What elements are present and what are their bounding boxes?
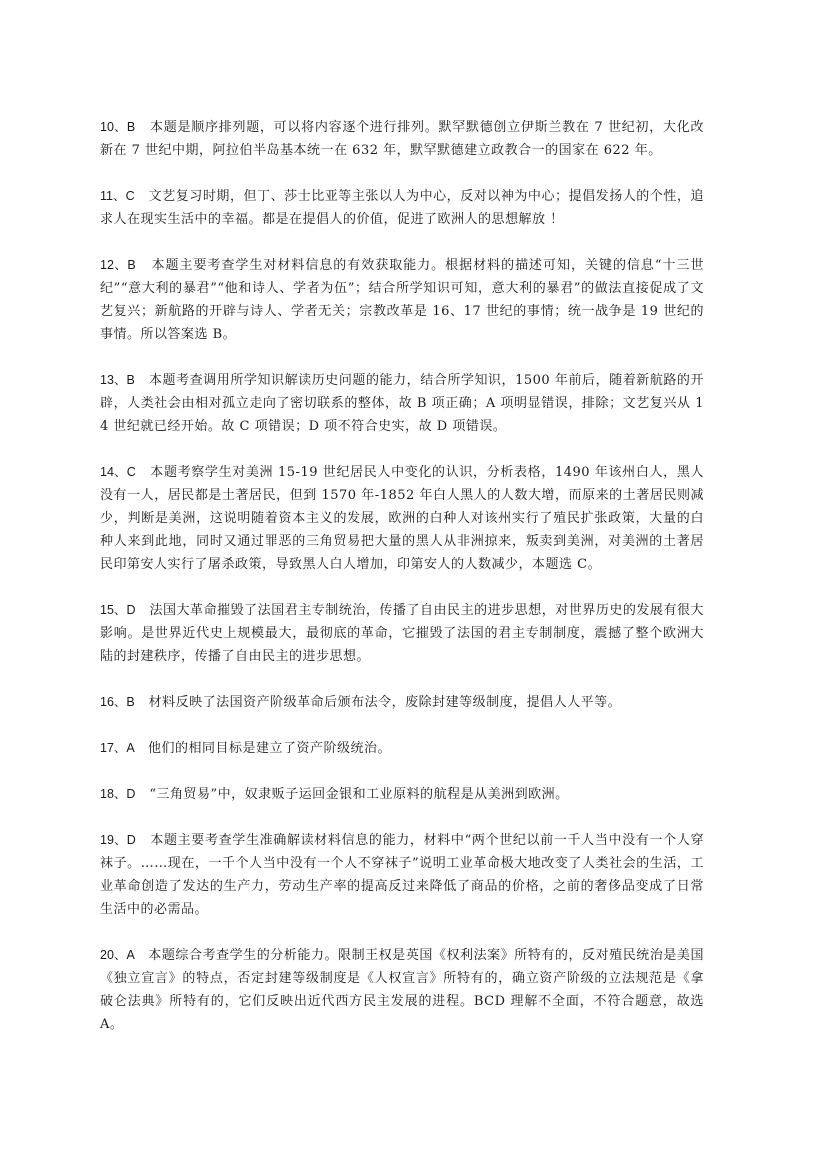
answer-list [100, 116, 704, 1059]
answer-15 [100, 599, 704, 668]
answer-14 [100, 461, 704, 576]
answer-text: 文艺复习时期，但丁、莎士比亚等主张以人为中心，反对以神为中心；提倡发扬人的个性，追求人在现实生活中的幸福。都是在提倡人的价值，促进了欧洲人的思想解放 ！ [100, 189, 704, 227]
answer-number: 11、C [100, 189, 149, 203]
answer-20 [100, 944, 704, 1036]
answer-text: 本题主要考查学生对材料信息的有效获取能力。根据材料的描述可知，关键的信息“十三世纪”“意大利的暴君”“他和诗人、学者为伍”；结合所学知识可知，意大利的暴君”的做法直接促成了文艺复兴；新航路的开辟与诗人、学者无关；宗教改革是 16、17 世纪的事情；统一战争是 19 世纪的事情。所以答案选 B。 [100, 258, 704, 342]
answer-18 [100, 783, 704, 806]
answer-13 [100, 369, 704, 438]
answer-number: 15、D [100, 603, 150, 617]
answer-number: 12、B [100, 258, 152, 272]
answer-16 [100, 691, 704, 714]
answer-number: 13、B [100, 373, 149, 387]
answer-12 [100, 254, 704, 346]
answer-text: 本题考察学生对美洲 15-19 世纪居民人中变化的认识，分析表格，1490 年该州白人，黑人没有一人，居民都是土著居民，但到 1570 年-1852 年白人黑人的人数大增，而原来的土著居民则减少，判断是美洲，这说明随着资本主义的发展，欧洲的白种人对该州实行了殖民扩张政策，大量的白种人来到此地，同时又通过罪恶的三角贸易把大量的黑人从非洲掠来，叛卖到美洲，对美洲的土著居民印第安人实行了屠杀政策，导致黑人白人增加，印第安人的人数减少，本题选 C。 [100, 465, 704, 572]
answer-number: 16、B [100, 695, 149, 709]
answer-text: 本题考查调用所学知识解读历史问题的能力，结合所学知识，1500 年前后，随着新航路的开辟，人类社会由相对孤立走向了密切联系的整体，故 B 项正确；A 项明显错误，排除；文艺复兴从 14 世纪就已经开始。故 C 项错误；D 项不符合史实，故 D 项错误。 [100, 373, 704, 434]
answer-text: 本题是顺序排列题，可以将内容逐个进行排列。默罕默德创立伊斯兰教在 7 世纪初，大化改新在 7 世纪中期，阿拉伯半岛基本统一在 632 年，默罕默德建立政教合一的国家在 622 年。 [100, 120, 704, 158]
answer-19 [100, 829, 704, 921]
answer-11 [100, 185, 704, 231]
answer-text: 法国大革命摧毁了法国君主专制统治，传播了自由民主的进步思想，对世界历史的发展有很大影响。是世界近代史上规模最大，最彻底的革命，它摧毁了法国的君主专制制度，震撼了整个欧洲大陆的封建秩序，传播了自由民主的进步思想。 [100, 603, 704, 664]
answer-number: 18、D [100, 787, 150, 801]
answer-text: “三角贸易”中，奴隶贩子运回金银和工业原料的航程是从美洲到欧洲。 [149, 787, 569, 802]
answer-number: 20、A [100, 948, 149, 962]
answer-text: 本题主要考查学生准确解读材料信息的能力，材料中“两个世纪以前一千人当中没有一个人穿袜子。……现在，一千个人当中没有一个人不穿袜子”说明工业革命极大地改变了人类社会的生活，工业革命创造了发达的生产力，劳动生产率的提高反过来降低了商品的价格，之前的奢侈品变成了日常生活中的必需品。 [100, 833, 704, 917]
answer-text: 本题综合考查学生的分析能力。限制王权是英国《权利法案》所特有的，反对殖民统治是美国《独立宣言》的特点，否定封建等级制度是《人权宣言》所特有的，确立资产阶级的立法规范是《拿破仑法典》所特有的，它们反映出近代西方民主发展的进程。BCD 理解不全面，不符合题意，故选 A。 [100, 948, 704, 1032]
answer-number: 10、B [100, 120, 151, 134]
answer-10 [100, 116, 704, 162]
answer-number: 19、D [100, 833, 151, 847]
answer-text: 他们的相同目标是建立了资产阶级统治。 [147, 741, 391, 756]
answer-number: 14、C [100, 465, 151, 479]
answer-number: 17、A [100, 741, 148, 755]
answer-17 [100, 737, 704, 760]
answer-text: 材料反映了法国资产阶级革命后颁布法令，废除封建等级制度，提倡人人平等。 [148, 695, 622, 710]
